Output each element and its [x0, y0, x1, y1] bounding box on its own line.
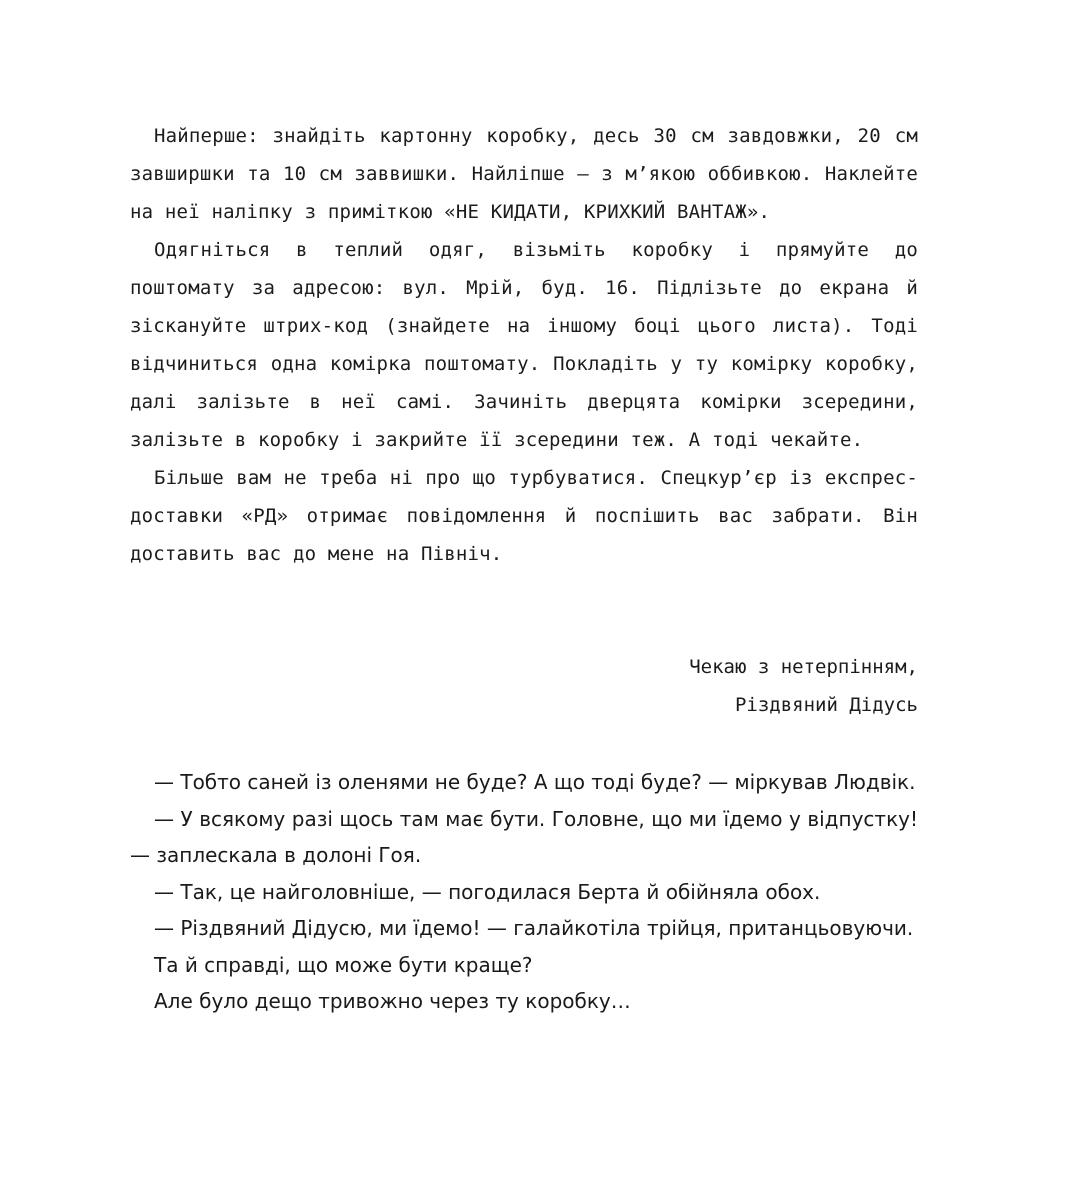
story-paragraph: — Так, це найголовніше, — погодилася Берта й обійняла обох.: [154, 879, 821, 904]
letter-paragraph: Найперше: знайдіть картонну коробку, десь 30 см завдовжки, 20 см завширшки та 10 см заввишки. Найліпше — з м’якою оббивкою. Наклейте на неї наліпку з приміткою «НЕ КИДАТИ, КРИХКИЙ ВАНТАЖ».: [130, 125, 918, 223]
letter-signature: Різдвяний Дідусь: [734, 694, 918, 716]
letter-paragraph: Одягніться в теплий одяг, візьміть коробку і прямуйте до поштомату за адресою: вул. Мрій, буд. 16. Підлізьте до екрана й зіскануйте штрих-код (знайдете на іншому боці цього листа). Тоді відчиниться одна комірка поштомату. Покладіть у ту комірку коробку, далі залізьте в неї самі. Зачиніть дверцята комірки зсередини, залізьте в коробку і закрийте її зсередини теж. А тоді чекайте.: [130, 239, 918, 451]
story-paragraph: — У всякому разі щось там має бути. Головне, що ми їдемо у відпустку! — заплескала в долоні Гоя.: [130, 806, 918, 867]
story-paragraph: — Різдвяний Дідусю, ми їдемо! — галайкотіла трійця, пританцьовуючи.: [154, 916, 914, 940]
santa-letter: [130, 117, 918, 573]
letter-closing: Чекаю з нетерпінням,: [689, 656, 918, 678]
letter-signoff: [689, 648, 918, 724]
story-paragraph: Та й справді, що може бути краще?: [154, 952, 533, 977]
story-paragraph: Але було дещо тривожно через ту коробку…: [154, 989, 631, 1013]
story-paragraph: — Тобто саней із оленями не буде? А що тоді буде? — міркував Людвік.: [154, 770, 916, 794]
story-text: [130, 764, 918, 1020]
letter-paragraph: Більше вам не треба ні про що турбуватися. Спецкур’єр із експрес-доставки «РД» отримає повідомлення й поспішить вас забрати. Він доставить вас до мене на Північ.: [130, 467, 918, 565]
